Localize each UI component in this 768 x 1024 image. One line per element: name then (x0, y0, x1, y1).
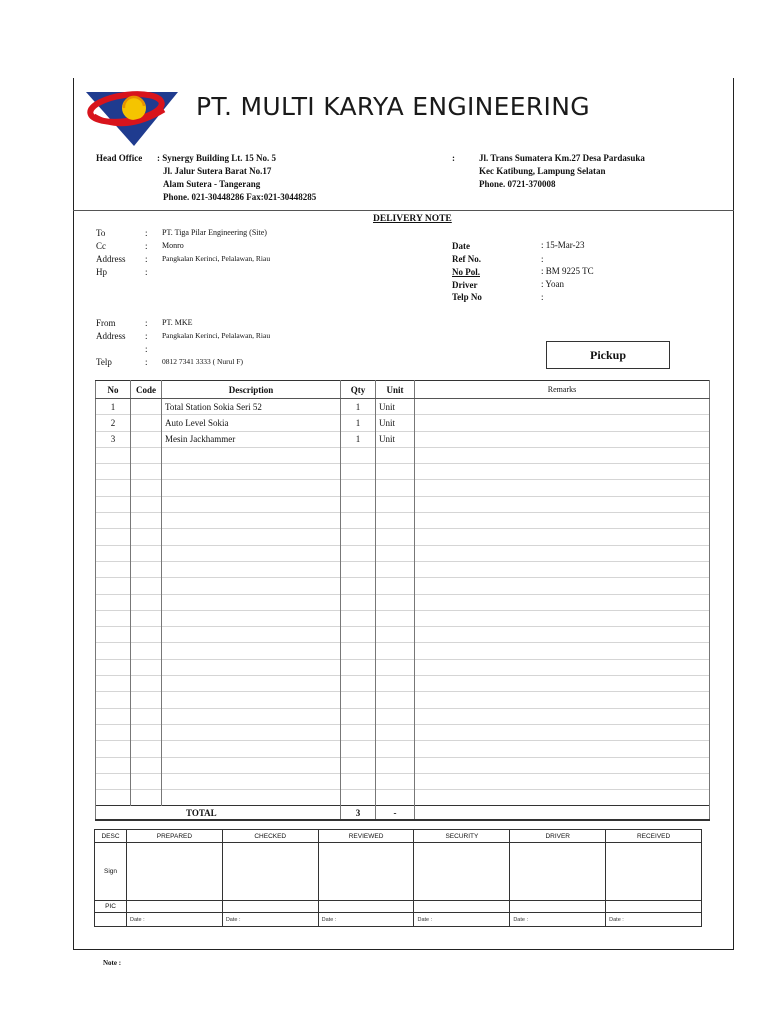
sign-box (127, 843, 223, 901)
empty-cell (415, 627, 710, 643)
empty-table-row (96, 708, 710, 724)
cell-qty: 1 (341, 399, 376, 415)
empty-table-row (96, 659, 710, 675)
sender-address-label: Address (96, 331, 126, 341)
empty-table-row (96, 561, 710, 577)
empty-cell (131, 757, 162, 773)
empty-table-row (96, 496, 710, 512)
cell-code (131, 399, 162, 415)
empty-cell (96, 643, 131, 659)
empty-cell (162, 529, 341, 545)
empty-cell (415, 773, 710, 789)
empty-cell (341, 659, 376, 675)
signature-table (94, 829, 702, 927)
empty-cell (162, 578, 341, 594)
empty-cell (96, 447, 131, 463)
empty-cell (162, 480, 341, 496)
date-box: Date : (127, 913, 223, 927)
cell-no: 2 (96, 415, 131, 431)
col-header-code: Code (131, 381, 162, 399)
empty-cell (131, 529, 162, 545)
empty-cell (96, 773, 131, 789)
empty-cell (341, 447, 376, 463)
note-label: Note : (103, 959, 122, 967)
empty-cell (376, 708, 415, 724)
empty-cell (131, 692, 162, 708)
empty-table-row (96, 529, 710, 545)
empty-cell (131, 627, 162, 643)
sender-telp-value: 0812 7341 3333 ( Nurul F) (162, 357, 244, 366)
empty-cell (96, 610, 131, 626)
empty-cell (96, 724, 131, 740)
empty-cell (131, 545, 162, 561)
empty-cell (131, 561, 162, 577)
date-box: Date : (606, 913, 702, 927)
empty-cell (376, 610, 415, 626)
empty-cell (162, 496, 341, 512)
sign-header-checked: CHECKED (222, 830, 318, 843)
total-qty: 3 (341, 806, 376, 820)
date-box: Date : (222, 913, 318, 927)
empty-cell (131, 724, 162, 740)
cell-unit: Unit (376, 415, 415, 431)
pickup-status-box: Pickup (546, 341, 670, 369)
from-value: PT. MKE (162, 318, 193, 327)
empty-cell (341, 724, 376, 740)
empty-cell (96, 464, 131, 480)
from-label: From (96, 318, 116, 328)
empty-table-row (96, 610, 710, 626)
empty-cell (131, 447, 162, 463)
address-value: Pangkalan Kerinci, Pelalawan, Riau (162, 254, 271, 263)
date-box (95, 913, 127, 927)
empty-cell (341, 773, 376, 789)
cell-no: 1 (96, 399, 131, 415)
empty-cell (131, 578, 162, 594)
cc-label: Cc (96, 241, 106, 251)
cell-no: 3 (96, 431, 131, 447)
empty-cell (96, 561, 131, 577)
ref-value: : (541, 254, 544, 264)
sender-telp-label: Telp (96, 357, 112, 367)
empty-cell (162, 627, 341, 643)
empty-cell (162, 610, 341, 626)
col-header-description: Description (162, 381, 341, 399)
table-row (96, 431, 710, 447)
empty-cell (162, 790, 341, 806)
cell-code (131, 431, 162, 447)
empty-table-row (96, 724, 710, 740)
empty-cell (376, 594, 415, 610)
empty-table-row (96, 627, 710, 643)
empty-cell (341, 643, 376, 659)
empty-cell (96, 480, 131, 496)
sign-box (222, 843, 318, 901)
empty-table-row (96, 447, 710, 463)
empty-table-row (96, 480, 710, 496)
cell-remarks (415, 415, 710, 431)
branch-line: Kec Katibung, Lampung Selatan (479, 166, 606, 176)
colon: : (145, 228, 148, 238)
empty-cell (162, 741, 341, 757)
col-header-unit: Unit (376, 381, 415, 399)
empty-cell (415, 447, 710, 463)
total-row (96, 806, 710, 820)
sign-label: Sign (95, 843, 127, 901)
empty-cell (341, 692, 376, 708)
empty-cell (341, 790, 376, 806)
empty-cell (341, 496, 376, 512)
colon: : (145, 344, 148, 354)
sign-box (414, 843, 510, 901)
empty-cell (341, 529, 376, 545)
company-name: PT. MULTI KARYA ENGINEERING (196, 92, 590, 121)
sign-box (510, 843, 606, 901)
empty-table-row (96, 741, 710, 757)
empty-table-row (96, 643, 710, 659)
pic-box (318, 901, 414, 913)
total-remarks (415, 806, 710, 820)
empty-cell (376, 643, 415, 659)
empty-cell (415, 578, 710, 594)
colon: : (145, 241, 148, 251)
items-table (95, 380, 710, 821)
col-header-qty: Qty (341, 381, 376, 399)
branch-line: Phone. 0721-370008 (479, 179, 556, 189)
date-value: : 15-Mar-23 (541, 240, 585, 250)
empty-cell (415, 545, 710, 561)
empty-cell (96, 676, 131, 692)
empty-table-row (96, 578, 710, 594)
sign-header-driver: DRIVER (510, 830, 606, 843)
empty-cell (162, 594, 341, 610)
sign-header-reviewed: REVIEWED (318, 830, 414, 843)
col-header-remarks: Remarks (415, 381, 710, 399)
col-header-no: No (96, 381, 131, 399)
total-label: TOTAL (96, 806, 341, 820)
empty-cell (415, 692, 710, 708)
empty-table-row (96, 513, 710, 529)
empty-cell (96, 692, 131, 708)
empty-cell (162, 659, 341, 675)
empty-cell (96, 513, 131, 529)
empty-cell (162, 692, 341, 708)
empty-cell (376, 692, 415, 708)
head-office-label: Head Office (96, 153, 143, 163)
empty-cell (162, 561, 341, 577)
empty-cell (341, 578, 376, 594)
empty-cell (341, 757, 376, 773)
date-label: Date (452, 241, 470, 251)
empty-table-row (96, 594, 710, 610)
empty-cell (376, 480, 415, 496)
hp-label: Hp (96, 267, 107, 277)
empty-cell (131, 773, 162, 789)
empty-cell (376, 496, 415, 512)
pic-box (510, 901, 606, 913)
empty-cell (131, 708, 162, 724)
sign-header-received: RECEIVED (606, 830, 702, 843)
colon: : (145, 254, 148, 264)
empty-cell (131, 480, 162, 496)
empty-cell (376, 757, 415, 773)
sign-box (606, 843, 702, 901)
empty-cell (376, 741, 415, 757)
empty-cell (131, 643, 162, 659)
empty-cell (96, 741, 131, 757)
empty-cell (415, 659, 710, 675)
empty-cell (96, 594, 131, 610)
empty-cell (415, 496, 710, 512)
empty-cell (131, 676, 162, 692)
telp-value: : (541, 292, 544, 302)
cell-unit: Unit (376, 431, 415, 447)
empty-cell (376, 659, 415, 675)
empty-cell (376, 676, 415, 692)
sign-header-security: SECURITY (414, 830, 510, 843)
empty-cell (341, 708, 376, 724)
empty-cell (341, 676, 376, 692)
cell-code (131, 415, 162, 431)
empty-cell (131, 496, 162, 512)
empty-cell (376, 790, 415, 806)
pic-box (606, 901, 702, 913)
header-divider (73, 210, 734, 211)
pic-box (414, 901, 510, 913)
document-title: DELIVERY NOTE (373, 214, 452, 224)
to-label: To (96, 228, 106, 238)
pic-box (127, 901, 223, 913)
empty-cell (341, 594, 376, 610)
empty-table-row (96, 757, 710, 773)
empty-cell (162, 773, 341, 789)
empty-cell (376, 578, 415, 594)
empty-cell (341, 741, 376, 757)
empty-cell (131, 610, 162, 626)
head-office-line: Jl. Jalur Sutera Barat No.17 (163, 166, 272, 176)
empty-cell (131, 464, 162, 480)
empty-cell (415, 594, 710, 610)
empty-cell (415, 676, 710, 692)
empty-cell (96, 659, 131, 675)
cell-description: Mesin Jackhammer (162, 431, 341, 447)
empty-cell (131, 741, 162, 757)
branch-colon: : (452, 153, 455, 163)
pic-label: PIC (95, 901, 127, 913)
empty-cell (376, 464, 415, 480)
empty-table-row (96, 773, 710, 789)
table-row (96, 399, 710, 415)
empty-cell (96, 627, 131, 643)
empty-cell (131, 513, 162, 529)
empty-cell (162, 757, 341, 773)
head-office-line: : Synergy Building Lt. 15 No. 5 (157, 153, 277, 163)
empty-cell (415, 708, 710, 724)
empty-cell (415, 513, 710, 529)
empty-cell (96, 529, 131, 545)
empty-cell (131, 594, 162, 610)
empty-cell (415, 529, 710, 545)
empty-cell (341, 464, 376, 480)
empty-cell (131, 659, 162, 675)
empty-cell (415, 610, 710, 626)
empty-cell (96, 578, 131, 594)
empty-cell (96, 545, 131, 561)
empty-cell (96, 790, 131, 806)
empty-cell (341, 627, 376, 643)
empty-table-row (96, 692, 710, 708)
date-box: Date : (510, 913, 606, 927)
empty-cell (341, 561, 376, 577)
cell-description: Auto Level Sokia (162, 415, 341, 431)
empty-cell (162, 643, 341, 659)
empty-cell (341, 480, 376, 496)
empty-table-row (96, 676, 710, 692)
company-logo (84, 84, 180, 148)
empty-cell (415, 741, 710, 757)
empty-cell (415, 790, 710, 806)
ref-label: Ref No. (452, 254, 481, 264)
cell-unit: Unit (376, 399, 415, 415)
empty-cell (415, 464, 710, 480)
empty-cell (415, 480, 710, 496)
empty-cell (376, 529, 415, 545)
total-unit: - (376, 806, 415, 820)
empty-cell (162, 708, 341, 724)
empty-cell (341, 545, 376, 561)
nopol-label: No Pol. (452, 267, 480, 277)
empty-cell (341, 610, 376, 626)
head-office-line: Alam Sutera - Tangerang (163, 179, 261, 189)
head-office-line: Phone. 021-30448286 Fax:021-30448285 (163, 192, 317, 202)
pic-box (222, 901, 318, 913)
date-box: Date : (318, 913, 414, 927)
empty-table-row (96, 545, 710, 561)
empty-cell (96, 708, 131, 724)
empty-cell (96, 757, 131, 773)
cc-value: Monro (162, 241, 184, 250)
colon: : (145, 331, 148, 341)
empty-cell (162, 464, 341, 480)
empty-cell (162, 724, 341, 740)
cell-qty: 1 (341, 415, 376, 431)
sign-header-prepared: PREPARED (127, 830, 223, 843)
cell-qty: 1 (341, 431, 376, 447)
driver-label: Driver (452, 280, 478, 290)
empty-cell (376, 724, 415, 740)
empty-cell (376, 545, 415, 561)
cell-description: Total Station Sokia Seri 52 (162, 399, 341, 415)
empty-cell (376, 513, 415, 529)
empty-cell (341, 513, 376, 529)
colon: : (145, 267, 148, 277)
branch-line: Jl. Trans Sumatera Km.27 Desa Pardasuka (479, 153, 645, 163)
empty-cell (415, 724, 710, 740)
address-label: Address (96, 254, 126, 264)
empty-cell (415, 643, 710, 659)
sign-header-desc: DESC (95, 830, 127, 843)
telp-label: Telp No (452, 292, 482, 302)
colon: : (145, 318, 148, 328)
empty-table-row (96, 790, 710, 806)
empty-cell (376, 773, 415, 789)
empty-cell (376, 447, 415, 463)
colon: : (145, 357, 148, 367)
sign-box (318, 843, 414, 901)
driver-value: : Yoan (541, 279, 565, 289)
to-value: PT. Tiga Pilar Engineering (Site) (162, 228, 267, 237)
empty-cell (131, 790, 162, 806)
empty-cell (162, 513, 341, 529)
empty-cell (415, 757, 710, 773)
empty-table-row (96, 464, 710, 480)
empty-cell (162, 447, 341, 463)
nopol-value: : BM 9225 TC (541, 266, 594, 276)
empty-cell (376, 561, 415, 577)
empty-cell (162, 676, 341, 692)
empty-cell (415, 561, 710, 577)
table-row (96, 415, 710, 431)
cell-remarks (415, 431, 710, 447)
empty-cell (376, 627, 415, 643)
date-box: Date : (414, 913, 510, 927)
sender-address-value: Pangkalan Kerinci, Pelalawan, Riau (162, 331, 271, 340)
empty-cell (96, 496, 131, 512)
empty-cell (162, 545, 341, 561)
cell-remarks (415, 399, 710, 415)
